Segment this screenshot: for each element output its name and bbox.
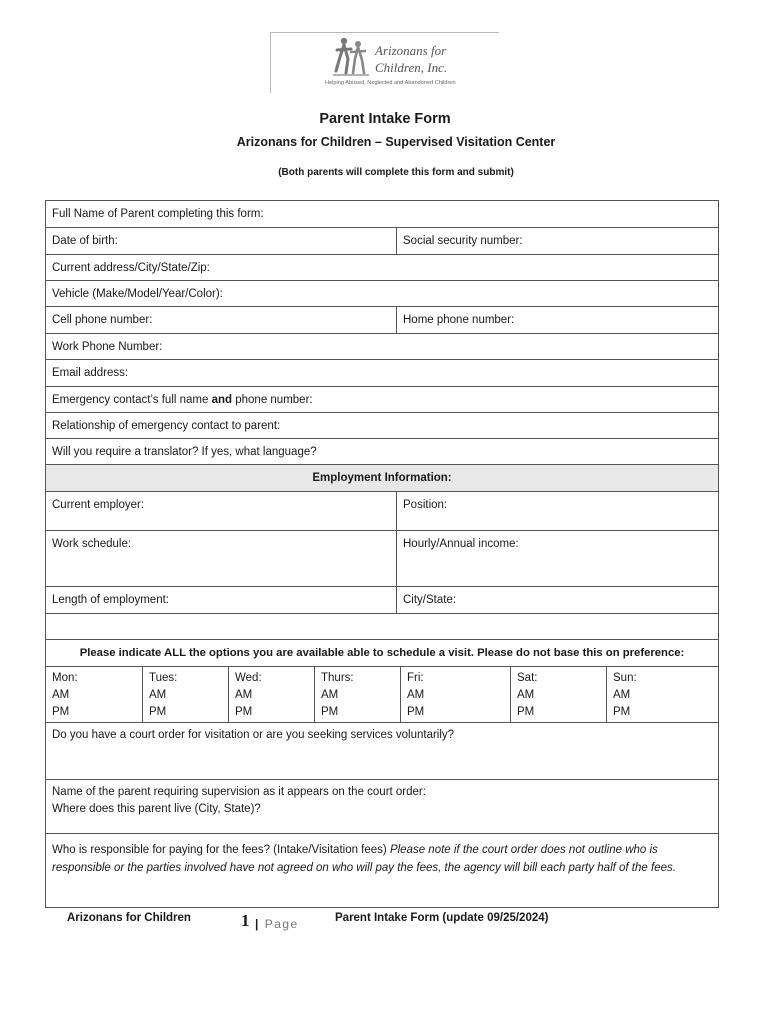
row-blank (46, 614, 718, 640)
emergency-label-and: and (211, 394, 233, 406)
row-translator (46, 439, 718, 465)
address-field[interactable]: Current address/City/State/Zip: (52, 262, 210, 274)
page-subtitle: Arizonans for Children – Supervised Visitation Center (236, 135, 556, 149)
employment-heading: Employment Information: (312, 472, 452, 484)
instruction-note: (Both parents will complete this form and submit) (278, 167, 514, 178)
row-availability-days (46, 667, 718, 723)
logo-name-line1: Arizonans for (375, 43, 447, 58)
row-emergency-contact (46, 387, 718, 413)
am-option[interactable]: AM (407, 689, 425, 701)
row-schedule (46, 531, 718, 587)
employer-field[interactable]: Current employer: (52, 499, 145, 511)
day-label: Sun: (613, 672, 637, 684)
day-mon[interactable] (46, 667, 142, 722)
pm-option[interactable]: PM (321, 706, 339, 718)
footer-page-number: 1 (241, 911, 250, 930)
vehicle-field[interactable]: Vehicle (Make/Model/Year/Color): (52, 288, 223, 300)
court-order-field[interactable]: Do you have a court order for visitation or are you seeking services voluntarily? (52, 729, 455, 741)
children-figure-icon (331, 35, 371, 79)
row-employer (46, 492, 718, 531)
day-label: Mon: (52, 672, 78, 684)
day-thurs[interactable] (314, 667, 400, 722)
footer-page-word: Page (264, 917, 299, 931)
day-tues[interactable] (142, 667, 228, 722)
footer-form-name: Parent Intake Form (update 09/25/2024) (335, 912, 549, 924)
row-availability-instruction (46, 640, 718, 667)
day-sat[interactable] (510, 667, 606, 722)
am-option[interactable]: AM (52, 689, 70, 701)
am-option[interactable]: AM (235, 689, 253, 701)
logo-name-line2: Children, Inc. (375, 60, 448, 75)
pm-option[interactable]: PM (149, 706, 167, 718)
supervised-name-label: Name of the parent requiring supervision as it appears on the court order: (52, 786, 426, 798)
pm-option[interactable]: PM (517, 706, 535, 718)
ssn-field[interactable]: Social security number: (396, 228, 718, 254)
row-length-employment (46, 587, 718, 614)
row-address (46, 255, 718, 281)
employment-city-state-field[interactable]: City/State: (396, 587, 718, 613)
full-name-field[interactable]: Full Name of Parent completing this form: (52, 208, 264, 220)
logo-frame (270, 32, 499, 93)
dob-field[interactable]: Date of birth: (52, 235, 118, 247)
emergency-label-a: Emergency contact’s full name (52, 394, 212, 406)
am-option[interactable]: AM (613, 689, 631, 701)
pm-option[interactable]: PM (407, 706, 425, 718)
cell-phone-field[interactable]: Cell phone number: (52, 314, 153, 326)
am-option[interactable]: AM (149, 689, 167, 701)
row-email (46, 360, 718, 387)
fees-question: Who is responsible for paying for the fees? (Intake/Visitation fees) (52, 844, 390, 856)
length-employment-field[interactable]: Length of employment: (52, 594, 169, 606)
footer-page-separator: | (255, 917, 260, 931)
pm-option[interactable]: PM (235, 706, 253, 718)
row-court-order (46, 723, 718, 780)
intake-form-table (45, 200, 719, 908)
supervised-live-label: Where does this parent live (City, State)? (52, 803, 261, 815)
home-phone-field[interactable]: Home phone number: (396, 307, 718, 333)
fees-field[interactable] (46, 834, 718, 909)
income-field[interactable]: Hourly/Annual income: (396, 531, 718, 586)
row-fees (46, 834, 718, 909)
day-wed[interactable] (228, 667, 314, 722)
row-relationship (46, 413, 718, 439)
availability-instruction: Please indicate ALL the options you are available able to schedule a visit. Please do not base this on preference: (79, 647, 685, 659)
day-label: Thurs: (321, 672, 354, 684)
fees-note: Please note if the court order does not outline who is responsible or the parties involved have not agreed on who will pay the fees, the agency will bill each party half of the fees. (52, 844, 676, 874)
day-label: Sat: (517, 672, 538, 684)
email-field[interactable]: Email address: (52, 367, 129, 379)
emergency-contact-field[interactable] (46, 387, 718, 412)
pm-option[interactable]: PM (613, 706, 631, 718)
day-label: Tues: (149, 672, 178, 684)
position-field[interactable]: Position: (396, 492, 718, 530)
footer-org: Arizonans for Children (67, 912, 191, 924)
supervised-parent-field[interactable] (46, 780, 718, 833)
work-schedule-field[interactable]: Work schedule: (52, 538, 132, 550)
row-employment-heading (46, 465, 718, 492)
day-sun[interactable] (606, 667, 718, 722)
blank-field[interactable] (46, 614, 718, 639)
emergency-label-c: phone number: (232, 394, 313, 406)
am-option[interactable]: AM (321, 689, 339, 701)
row-supervised-parent (46, 780, 718, 834)
row-work-phone (46, 334, 718, 360)
row-dob-ssn (46, 228, 718, 255)
footer-page-label (255, 917, 299, 931)
day-fri[interactable] (400, 667, 510, 722)
logo-tagline: Helping Abused, Neglected and Abandoned Children (325, 80, 456, 86)
day-label: Fri: (407, 672, 424, 684)
relationship-field[interactable]: Relationship of emergency contact to parent: (52, 420, 281, 432)
work-phone-field[interactable]: Work Phone Number: (52, 341, 163, 353)
am-option[interactable]: AM (517, 689, 535, 701)
page-title: Parent Intake Form (319, 111, 451, 127)
pm-option[interactable]: PM (52, 706, 70, 718)
row-phones (46, 307, 718, 334)
row-full-name (46, 201, 718, 228)
translator-field[interactable]: Will you require a translator? If yes, what language? (52, 446, 317, 458)
day-label: Wed: (235, 672, 262, 684)
row-vehicle (46, 281, 718, 307)
